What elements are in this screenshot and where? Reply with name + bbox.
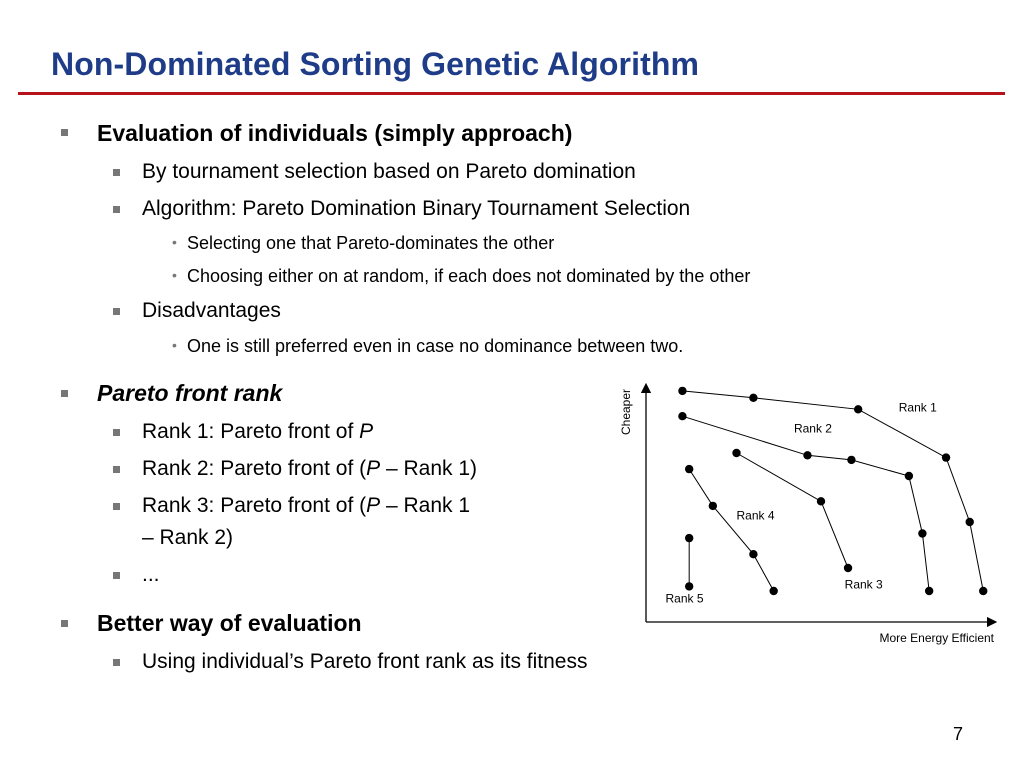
population-symbol: P — [366, 494, 381, 517]
rank3-item — [142, 494, 470, 518]
population-symbol: P — [359, 420, 374, 443]
x-axis-label: More Energy Efficient — [879, 631, 994, 645]
rank-2-line — [682, 416, 929, 591]
rank1-text: Rank 1: Pareto front of — [142, 420, 360, 443]
rank2-text-end: – Rank 1) — [380, 457, 478, 480]
selecting-item: Selecting one that Pareto-dominates the other — [187, 233, 555, 253]
square-bullet-icon — [113, 659, 120, 666]
round-bullet-icon: • — [172, 234, 177, 250]
rank-1-line — [682, 391, 983, 591]
square-bullet-icon — [113, 466, 120, 473]
square-bullet-icon — [113, 503, 120, 510]
rank-1-label: Rank 1 — [898, 400, 937, 415]
rank-4-point — [685, 465, 693, 473]
rank-5-label: Rank 5 — [665, 591, 704, 606]
rank3-text-end: – Rank 1 — [380, 494, 471, 517]
rank-3-point — [844, 564, 852, 572]
rank-1-point — [942, 453, 950, 461]
rank-2-point — [905, 472, 913, 480]
square-bullet-icon — [61, 390, 68, 397]
square-bullet-icon — [113, 429, 120, 436]
page-number: 7 — [953, 724, 964, 744]
ellipsis-item: ... — [142, 563, 160, 586]
rank-1-point — [854, 405, 862, 413]
square-bullet-icon — [113, 206, 120, 213]
pareto-rank-heading: Pareto front rank — [97, 380, 283, 406]
round-bullet-icon: • — [172, 267, 177, 283]
rank-1-point — [678, 387, 686, 395]
square-bullet-icon — [113, 572, 120, 579]
rank-1-point — [979, 587, 987, 595]
title-divider — [18, 92, 1005, 95]
rank-2-point — [925, 587, 933, 595]
rank3-text: Rank 3: Pareto front of ( — [142, 494, 367, 517]
rank-2-point — [678, 412, 686, 420]
rank-4-label: Rank 4 — [736, 508, 775, 523]
rank-5-point — [685, 534, 693, 542]
rank1-item — [142, 420, 373, 444]
rank2-item — [142, 457, 477, 481]
better-way-heading: Better way of evaluation — [97, 610, 362, 636]
evaluation-heading: Evaluation of individuals (simply approach) — [97, 120, 573, 146]
square-bullet-icon — [61, 620, 68, 627]
fitness-item: Using individual’s Pareto front rank as its fitness — [142, 650, 588, 673]
rank-2-point — [803, 451, 811, 459]
y-axis-label: Cheaper — [619, 388, 633, 436]
pareto-front-chart — [600, 370, 1004, 652]
square-bullet-icon — [113, 169, 120, 176]
disadvantages-item: Disadvantages — [142, 299, 281, 322]
random-item: Choosing either on at random, if each does not dominated by the other — [187, 266, 751, 286]
disadvantage-detail: One is still preferred even in case no dominance between two. — [187, 336, 684, 356]
rank-2-label: Rank 2 — [793, 421, 832, 436]
rank-1-point — [966, 518, 974, 526]
population-symbol: P — [366, 457, 381, 480]
rank-4-point — [709, 502, 717, 510]
rank-3-point — [817, 497, 825, 505]
rank-4-point — [769, 587, 777, 595]
square-bullet-icon — [113, 308, 120, 315]
rank-5-point — [685, 582, 693, 590]
tournament-item: By tournament selection based on Pareto domination — [142, 160, 636, 183]
rank-3-label: Rank 3 — [844, 577, 883, 592]
rank-2-point — [918, 529, 926, 537]
round-bullet-icon: • — [172, 337, 177, 353]
rank-4-point — [749, 550, 757, 558]
square-bullet-icon — [61, 129, 68, 136]
rank2-text: Rank 2: Pareto front of ( — [142, 457, 367, 480]
rank-4-line — [689, 469, 774, 591]
slide-title: Non-Dominated Sorting Genetic Algorithm — [51, 46, 700, 82]
rank-1-point — [749, 394, 757, 402]
algorithm-item: Algorithm: Pareto Domination Binary Tournament Selection — [142, 197, 691, 220]
rank3-continuation: – Rank 2) — [142, 526, 234, 549]
rank-2-point — [847, 456, 855, 464]
rank-3-point — [732, 449, 740, 457]
